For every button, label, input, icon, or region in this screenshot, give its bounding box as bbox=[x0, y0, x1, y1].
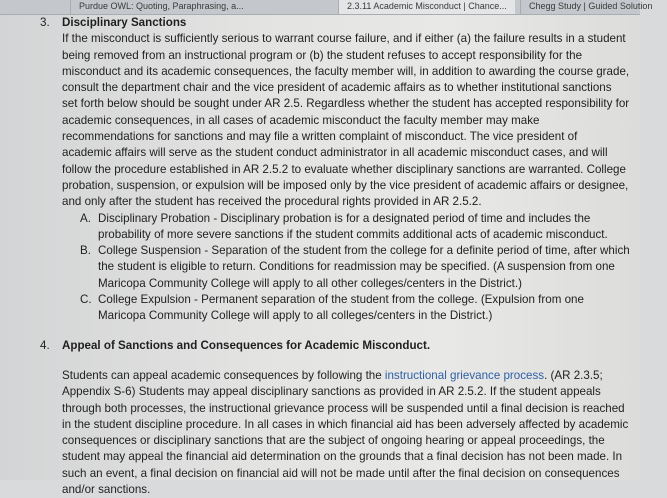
sanctions-list bbox=[40, 211, 630, 325]
sanction-item-suspension bbox=[80, 243, 630, 292]
tab-purdue-owl[interactable]: Purdue OWL: Quoting, Paraphrasing, a... bbox=[70, 0, 297, 14]
sanction-item-probation bbox=[80, 211, 630, 244]
section-4-number: 4. bbox=[40, 338, 50, 352]
section-4-title: Appeal of Sanctions and Consequences for Academic Misconduct. bbox=[62, 338, 431, 352]
sanction-item-text: College Expulsion - Permanent separation of the student from the college. (Expulsion from one Maricopa Community College will apply to all colleges/centers in the District.) bbox=[98, 293, 584, 323]
sanction-item-expulsion bbox=[80, 292, 630, 325]
tab-chegg-study[interactable]: Chegg Study | Guided Solution bbox=[520, 0, 667, 14]
sanction-item-label: C. bbox=[80, 293, 92, 307]
section-4-heading bbox=[40, 338, 630, 354]
instructional-grievance-process-link[interactable]: instructional grievance process bbox=[384, 368, 545, 382]
section-4-text-start: Students can appeal academic consequences by following the bbox=[62, 368, 385, 382]
sanction-item-text: Disciplinary Probation - Disciplinary probation is for a designated period of time and includes the probability of more severe sanctions if the student commits additional acts of academic misconduct. bbox=[98, 211, 608, 241]
section-4-body bbox=[62, 368, 630, 498]
section-3-number: 3. bbox=[40, 16, 50, 29]
sanction-item-label: A. bbox=[80, 211, 91, 225]
sanction-item-text: College Suspension - Separation of the student from the college for a definite period of time, after which the student is eligible to return. Conditions for readmission may be specified. (A suspension from one Maricopa Community College will apply to all other colleges/centers in the District.) bbox=[98, 244, 630, 290]
browser-tab-bar bbox=[0, 0, 653, 15]
sanction-item-label: B. bbox=[80, 244, 91, 258]
tab-academic-misconduct[interactable]: 2.3.11 Academic Misconduct | Chance... bbox=[338, 0, 515, 14]
section-4-text-end: . (AR 2.3.5; Appendix S-6) Students may appeal disciplinary sanctions as provided in AR 2.5.2. If the student appeals through both processes, the instructional grievance process will be suspended until a final decision is reached in the student discipline procedure. In all cases in which financial aid has been adversely affected by academic consequences or disciplinary sanctions that are the subject of ongoing hearing or appeal proceedings, the student may appeal the financial aid determination on the grounds that a final decision has not been made. In such an event, a final decision on financial aid will not be made until after the final decision on consequences and/or sanctions. bbox=[62, 368, 629, 497]
section-3-body: If the misconduct is sufficiently serious to warrant course failure, and if either (a) the failure results in a student being removed from an instructional program or (b) the student refuses to accept responsibility for the misconduct and its academic consequences, the faculty member will, in addition to awarding the course grade, consult the department chair and the vice president of academic affairs as to whether institutional sanctions set forth below should be sought under AR 2.5. Regardless whether the student has accepted responsibility for academic consequences, in all cases of academic misconduct the faculty member may make recommendations for sanctions and may file a written complaint of misconduct. The vice president of academic affairs will serve as the student conduct administrator in all academic misconduct cases, and will follow the procedure established in AR 2.5.2 to evaluate whether disciplinary sanctions are warranted. College probation, suspension, or expulsion will be imposed only by the vice president of academic affairs or designee, and only after the student has received the procedural rights provided in AR 2.5.2. bbox=[62, 32, 630, 209]
policy-content bbox=[40, 15, 630, 498]
section-3-title: Disciplinary Sanctions bbox=[62, 16, 187, 29]
section-3-heading bbox=[40, 15, 630, 31]
document-page bbox=[0, 15, 640, 497]
